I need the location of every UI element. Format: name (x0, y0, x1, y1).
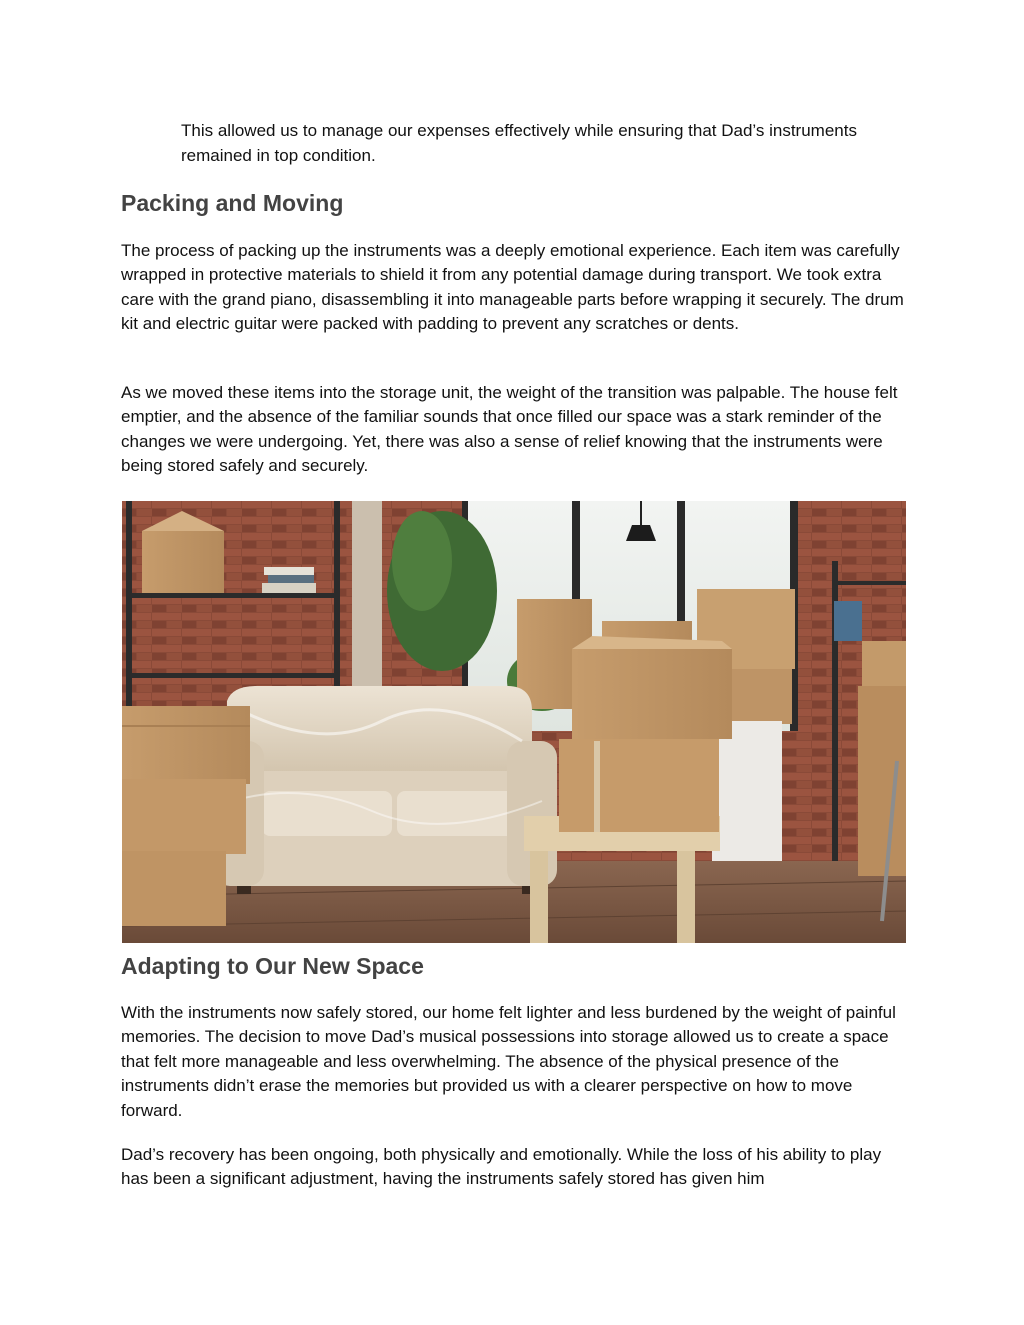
paragraph-dad-recovery: Dad’s recovery has been ongoing, both physically and emotionally. While the loss of his ability to play has been a significant adjustment, having the instruments safely stored has given him (121, 1145, 882, 1189)
intro-paragraph: This allowed us to manage our expenses effectively while ensuring that Dad’s instruments remained in top condition. (181, 121, 857, 165)
section-heading-packing: Packing and Moving (121, 190, 344, 216)
section-heading-adapting: Adapting to Our New Space (121, 953, 424, 979)
paragraph-storage-unit: As we moved these items into the storage unit, the weight of the transition was palpable. The house felt emptier, and the absence of the familiar sounds that once filled our space was a stark reminder of the changes we were undergoing. Yet, there was also a sense of relief knowing that the instruments were being stored safely and securely. (121, 383, 898, 476)
moving-boxes-photo (122, 501, 906, 943)
paragraph-packing-process: The process of packing up the instruments was a deeply emotional experience. Each item was carefully wrapped in protective materials to shield it from any potential damage during transport. We took extra care with the grand piano, disassembling it into manageable parts before wrapping it securely. The drum kit and electric guitar were packed with padding to prevent any scratches or dents. (121, 241, 904, 334)
paragraph-new-space: With the instruments now safely stored, our home felt lighter and less burdened by the weight of painful memories. The decision to move Dad’s musical possessions into storage allowed us to create a space that felt more manageable and less overwhelming. The absence of the physical presence of the instruments didn’t erase the memories but provided us with a clearer perspective on how to move forward. (121, 1003, 896, 1120)
